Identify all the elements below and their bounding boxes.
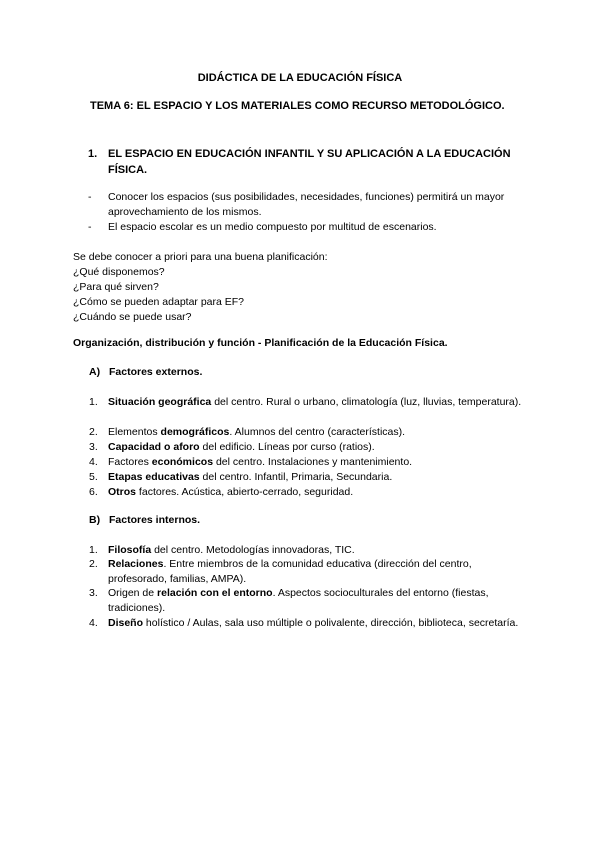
list-number: 2. [89, 426, 98, 438]
list-number: 2. [89, 558, 98, 570]
list-number: 3. [89, 441, 98, 453]
list-text: Capacidad o aforo del edificio. Líneas por curso (ratios). [108, 441, 375, 453]
section-1-number: 1. [88, 148, 98, 160]
list-item [89, 586, 529, 616]
question: ¿Para qué sirven? [73, 281, 159, 293]
internal-factors-title: Factores internos. [109, 514, 201, 526]
question: ¿Qué disponemos? [73, 266, 165, 278]
internal-factors-label: B) [89, 514, 101, 526]
list-number: 1. [89, 396, 98, 408]
list-item [89, 440, 529, 455]
list-number: 5. [89, 471, 98, 483]
list-number: 6. [89, 486, 98, 498]
dash-marker: - [88, 191, 92, 203]
list-item [89, 470, 529, 485]
dash-item [88, 190, 538, 220]
planning-heading: Organización, distribución y función - Planificación de la Educación Física. [73, 337, 448, 349]
list-item [89, 425, 529, 440]
list-number: 4. [89, 617, 98, 629]
dash-item-text: El espacio escolar es un medio compuesto por multitud de escenarios. [108, 221, 437, 233]
list-item [89, 485, 529, 500]
list-text: Filosofía del centro. Metodologías innovadoras, TIC. [108, 544, 355, 556]
intro-text: Se debe conocer a priori para una buena planificación: [73, 251, 328, 263]
list-text: Relaciones. Entre miembros de la comunidad educativa (dirección del centro, profesorado, familias, AMPA). [108, 558, 472, 585]
dash-item-text: Conocer los espacios (sus posibilidades, necesidades, funciones) permitirá un mayor aprovechamiento de los mismos. [108, 191, 505, 218]
list-text: Diseño holístico / Aulas, sala uso múltiple o polivalente, dirección, biblioteca, secretaría. [108, 617, 519, 629]
list-number: 1. [89, 544, 98, 556]
topic-title: TEMA 6: EL ESPACIO Y LOS MATERIALES COMO RECURSO METODOLÓGICO. [90, 100, 505, 112]
list-item [89, 616, 529, 631]
question: ¿Cómo se pueden adaptar para EF? [73, 296, 245, 308]
external-factors-heading [89, 366, 202, 378]
list-text: Situación geográfica del centro. Rural o urbano, climatología (luz, lluvias, temperatura). [108, 396, 522, 408]
section-1-title: EL ESPACIO EN EDUCACIÓN INFANTIL Y SU APLICACIÓN A LA EDUCACIÓN FÍSICA. [108, 148, 511, 176]
section-1-heading [88, 146, 538, 178]
list-text: Etapas educativas del centro. Infantil, Primaria, Secundaria. [108, 471, 393, 483]
list-number: 4. [89, 456, 98, 468]
external-factors-label: A) [89, 366, 101, 378]
list-item [89, 395, 529, 410]
list-text: Otros factores. Acústica, abierto-cerrado, seguridad. [108, 486, 354, 498]
dash-item [88, 220, 538, 235]
document-title: DIDÁCTICA DE LA EDUCACIÓN FÍSICA [197, 72, 403, 84]
list-text: Origen de relación con el entorno. Aspectos socioculturales del entorno (fiestas, tradiciones). [108, 587, 489, 614]
list-number: 3. [89, 587, 98, 599]
list-item [89, 543, 529, 558]
list-item [89, 455, 529, 470]
question: ¿Cuándo se puede usar? [73, 311, 192, 323]
internal-factors-heading [89, 514, 200, 526]
dash-marker: - [88, 221, 92, 233]
list-item [89, 557, 529, 587]
external-factors-title: Factores externos. [109, 366, 203, 378]
list-text: Elementos demográficos. Alumnos del centro (características). [108, 426, 406, 438]
list-text: Factores económicos del centro. Instalaciones y mantenimiento. [108, 456, 413, 468]
